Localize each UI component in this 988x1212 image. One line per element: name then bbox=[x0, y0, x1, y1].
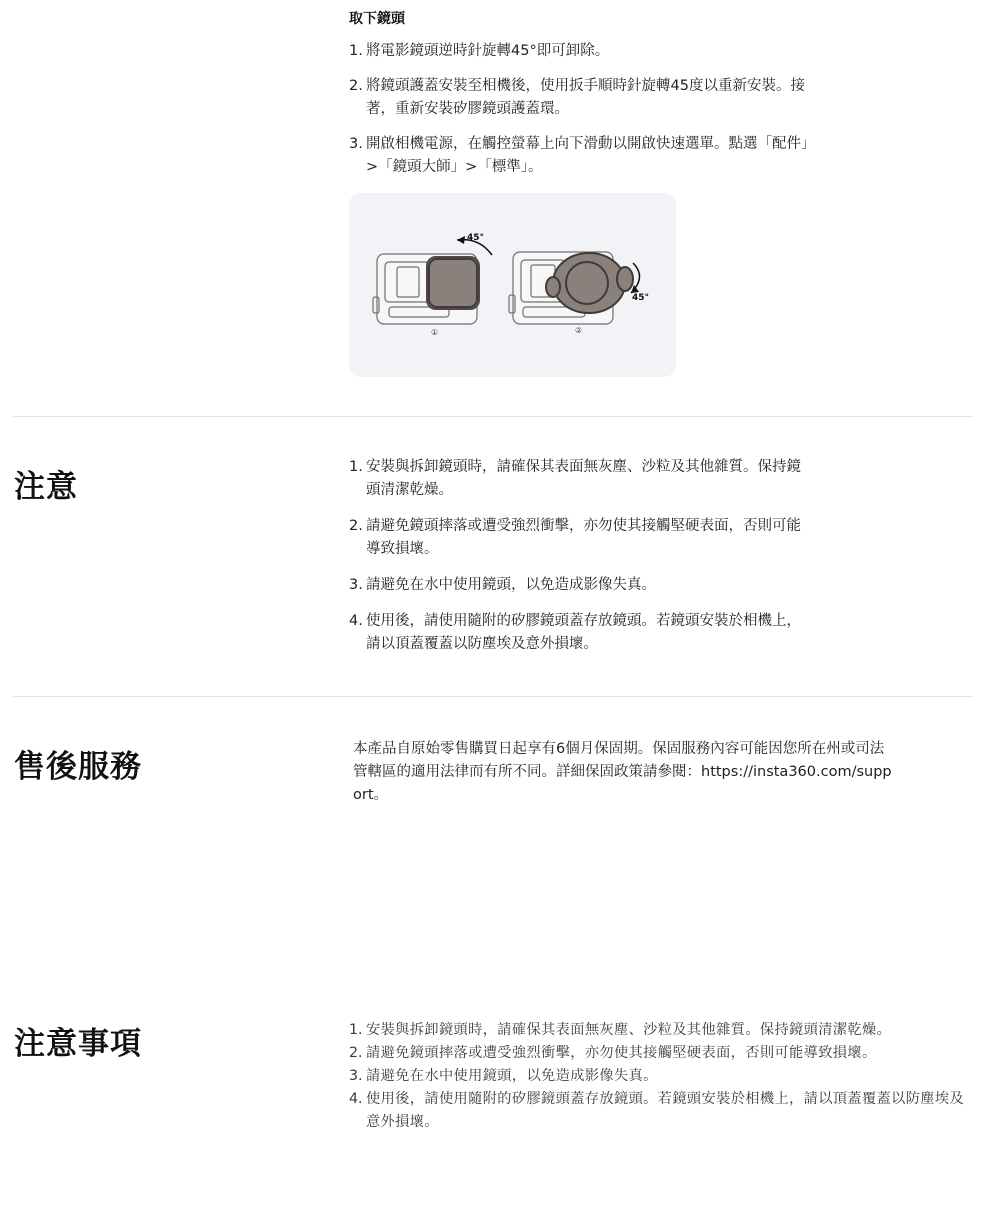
camera-diagram bbox=[349, 193, 676, 377]
precautions-list bbox=[349, 1019, 969, 1134]
section-divider bbox=[13, 696, 973, 697]
list-text: 將鏡頭護蓋安裝至相機後，使用扳手順時針旋轉45度以重新安裝。接著，重新安裝矽膠鏡頭護蓋環。 bbox=[366, 78, 805, 117]
list-item bbox=[349, 574, 809, 597]
lens-removal-illustration bbox=[349, 193, 676, 377]
list-text: 請避免在水中使用鏡頭，以免造成影像失真。 bbox=[366, 577, 656, 593]
list-item bbox=[349, 1065, 969, 1088]
section-divider bbox=[13, 416, 973, 417]
list-text: 請避免鏡頭摔落或遭受強烈衝擊，亦勿使其接觸堅硬表面，否則可能導致損壞。 bbox=[366, 518, 801, 557]
after-sales-title: 售後服務 bbox=[14, 749, 142, 785]
angle-label-right: 45° bbox=[632, 293, 650, 303]
list-item bbox=[349, 515, 809, 561]
list-text: 使用後，請使用隨附的矽膠鏡頭蓋存放鏡頭。若鏡頭安裝於相機上，請以頂蓋覆蓋以防塵埃及意外損壞。 bbox=[366, 1091, 965, 1130]
list-text: 請避免鏡頭摔落或遭受強烈衝擊，亦勿使其接觸堅硬表面，否則可能導致損壞。 bbox=[366, 1045, 877, 1061]
list-number: 4. bbox=[349, 613, 363, 629]
list-item bbox=[349, 40, 809, 63]
caution-title: 注意 bbox=[14, 469, 78, 505]
list-item bbox=[349, 456, 809, 502]
list-item bbox=[349, 75, 809, 121]
step-marker-1: ① bbox=[431, 328, 439, 337]
removal-steps-list bbox=[349, 40, 809, 191]
list-number: 1. bbox=[349, 43, 363, 59]
list-number: 3. bbox=[349, 577, 363, 593]
list-number: 3. bbox=[349, 136, 363, 152]
lens-removal-heading: 取下鏡頭 bbox=[349, 11, 405, 27]
list-text: 將電影鏡頭逆時針旋轉45°即可卸除。 bbox=[366, 43, 610, 59]
list-item bbox=[349, 1019, 969, 1042]
list-number: 2. bbox=[349, 78, 363, 94]
list-item bbox=[349, 1088, 969, 1134]
list-text: 使用後，請使用隨附的矽膠鏡頭蓋存放鏡頭。若鏡頭安裝於相機上，請以頂蓋覆蓋以防塵埃及意外損壞。 bbox=[366, 613, 801, 652]
arrow-head-icon bbox=[457, 236, 465, 244]
list-number: 4. bbox=[349, 1091, 363, 1107]
warranty-text: 本產品自原始零售購買日起享有6個月保固期。保固服務內容可能因您所在州或司法管轄區的適用法律而有所不同。詳細保固政策請參閱：https://insta360.com/support。 bbox=[353, 741, 892, 803]
list-text: 開啟相機電源，在觸控螢幕上向下滑動以開啟快速選單。點選「配件」>「鏡頭大師」>「標準」。 bbox=[366, 136, 809, 175]
caution-list bbox=[349, 456, 809, 669]
list-text: 安裝與拆卸鏡頭時，請確保其表面無灰塵、沙粒及其他雜質。保持鏡頭清潔乾燥。 bbox=[366, 1022, 892, 1038]
step-marker-2: ② bbox=[575, 326, 583, 335]
list-number: 2. bbox=[349, 518, 363, 534]
list-item bbox=[349, 133, 809, 179]
list-number: 2. bbox=[349, 1045, 363, 1061]
list-number: 1. bbox=[349, 1022, 363, 1038]
precautions-title: 注意事項 bbox=[14, 1026, 142, 1062]
list-item bbox=[349, 610, 809, 656]
angle-label-left: 45° bbox=[467, 233, 485, 243]
list-text: 請避免在水中使用鏡頭，以免造成影像失真。 bbox=[366, 1068, 658, 1084]
list-number: 1. bbox=[349, 459, 363, 475]
list-number: 3. bbox=[349, 1068, 363, 1084]
list-text: 安裝與拆卸鏡頭時，請確保其表面無灰塵、沙粒及其他雜質。保持鏡頭清潔乾燥。 bbox=[366, 459, 801, 498]
list-item bbox=[349, 1042, 969, 1065]
rectangular-lens-icon bbox=[427, 257, 479, 309]
